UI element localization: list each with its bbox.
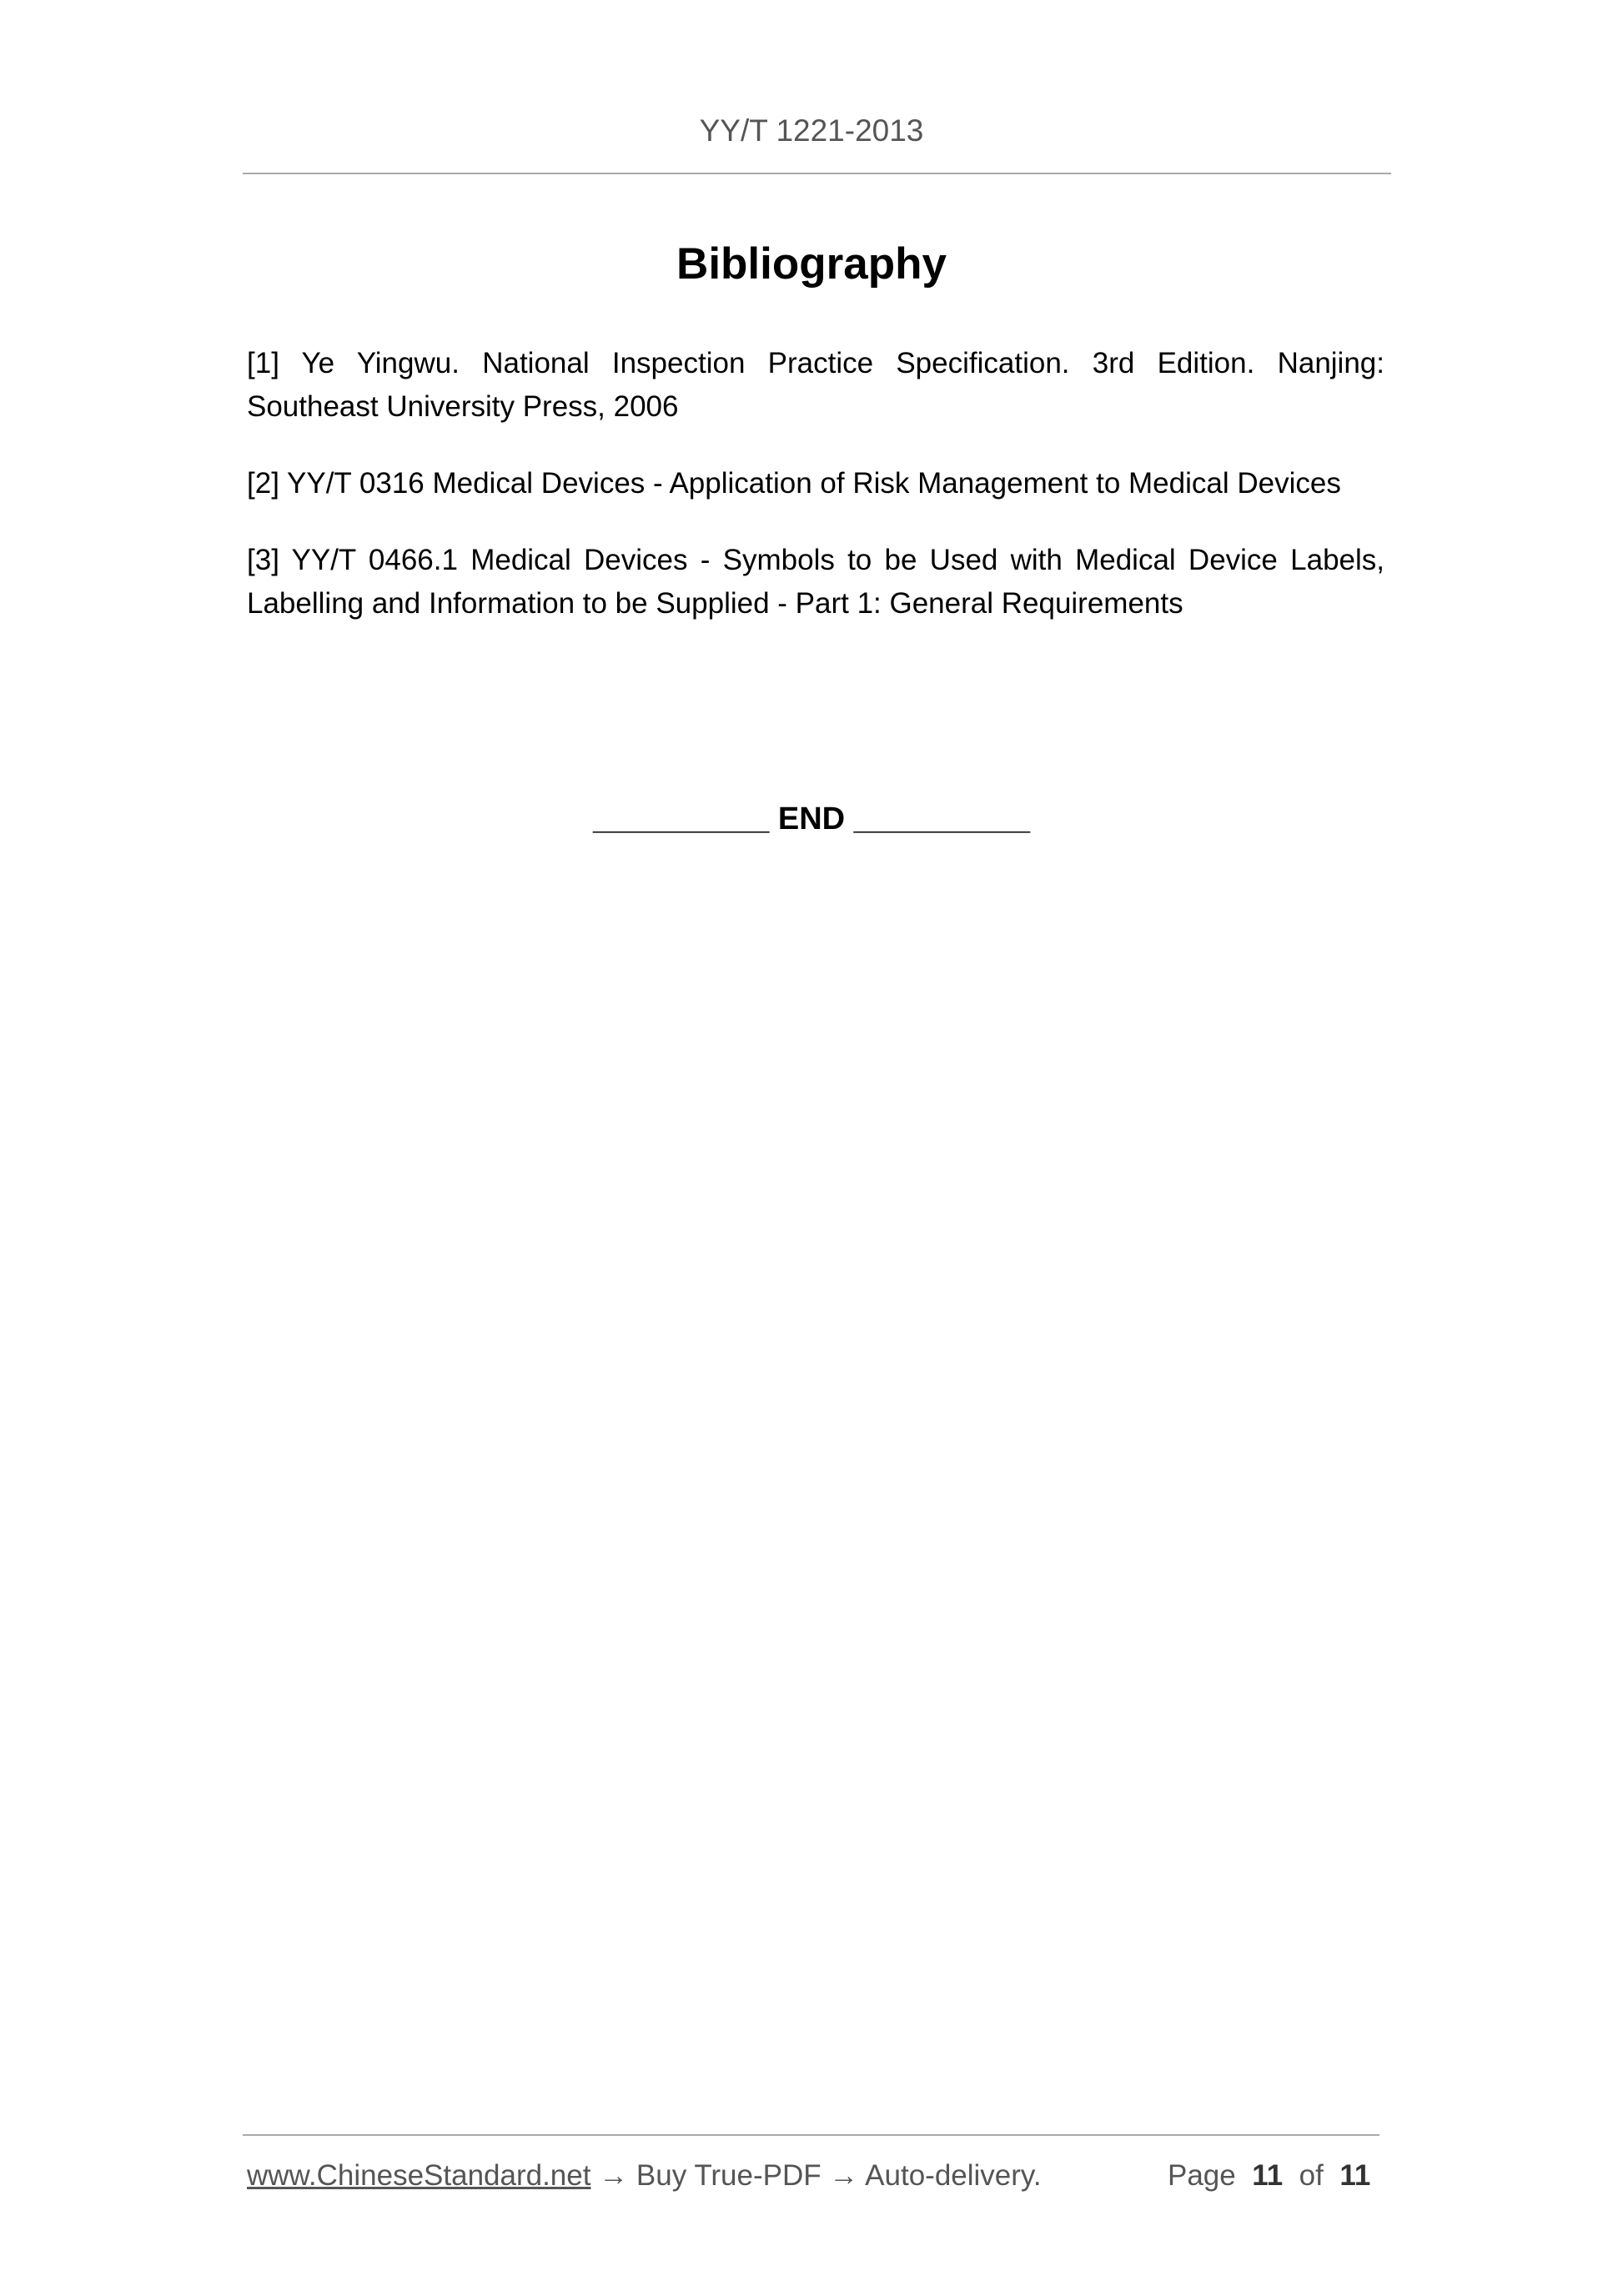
document-header-id: YY/T 1221-2013: [699, 113, 924, 148]
page-of-label: of: [1299, 2159, 1324, 2192]
page-indicator: [1168, 2159, 1370, 2193]
website-link[interactable]: www.ChineseStandard.net: [247, 2159, 591, 2192]
page-label: Page: [1168, 2159, 1236, 2192]
page-current: 11: [1252, 2159, 1284, 2192]
bibliography-list: [247, 342, 1384, 659]
page-total: 11: [1339, 2159, 1371, 2192]
end-marker: __________ END __________: [592, 801, 1031, 837]
bibliography-entry-3: [3] YY/T 0466.1 Medical Devices - Symbols to be Used with Medical Device Labels, Labelling and Information to be Supplied - Part 1: General Requirements: [247, 544, 1384, 620]
bibliography-entry-2: [2] YY/T 0316 Medical Devices - Application of Risk Management to Medical Devices: [247, 467, 1341, 500]
page-title: Bibliography: [676, 239, 947, 289]
footer-divider: [243, 2134, 1379, 2136]
footer-promo-text: → Buy True-PDF → Auto-delivery.: [590, 2159, 1042, 2192]
bibliography-entry-1: [1] Ye Yingwu. National Inspection Practice Specification. 3rd Edition. Nanjing: Southeast University Press, 2006: [247, 347, 1384, 423]
footer-promo: [247, 2159, 1042, 2193]
header-divider: [243, 173, 1391, 174]
